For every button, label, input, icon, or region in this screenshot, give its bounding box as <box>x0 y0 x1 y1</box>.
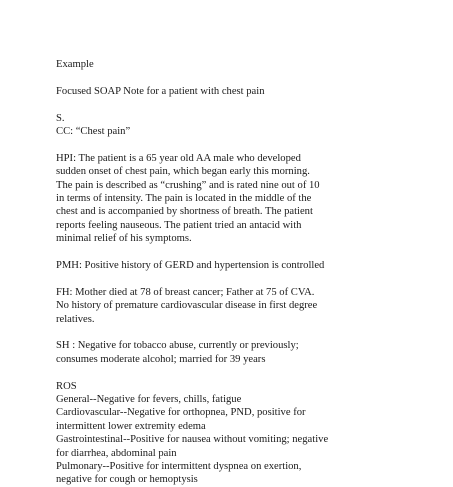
paragraph-pmh <box>56 259 416 272</box>
text-line: HPI: The patient is a 65 year old AA male who developed <box>56 152 301 164</box>
text-line: No history of premature cardiovascular disease in first degree <box>56 300 318 312</box>
text-line: sudden onset of chest pain, which began early this morning. <box>56 166 310 178</box>
paragraph-spacer <box>56 98 416 111</box>
paragraph-spacer <box>56 246 416 259</box>
text-line: chest and is accompanied by shortness of breath. The patient <box>56 206 313 218</box>
text-line: Pulmonary--Positive for intermittent dyspnea on exertion, <box>56 461 302 473</box>
paragraph-fh <box>56 286 416 326</box>
paragraph-hpi <box>56 152 416 246</box>
paragraph-ros <box>56 380 416 487</box>
text-line: reports feeling nauseous. The patient tried an antacid with <box>56 219 302 231</box>
soap-note-text <box>56 58 416 487</box>
paragraph-title <box>56 85 416 98</box>
paragraph-spacer <box>56 366 416 379</box>
text-line: for diarrhea, abdominal pain <box>56 447 177 459</box>
paragraph-spacer <box>56 71 416 84</box>
text-line: CC: “Chest pain” <box>56 126 131 137</box>
paragraph-spacer <box>56 138 416 151</box>
text-line: SH : Negative for tobacco abuse, currently or previously; <box>56 340 299 352</box>
text-line: PMH: Positive history of GERD and hypertension is controlled <box>56 260 325 272</box>
text-line: intermittent lower extremity edema <box>56 420 206 432</box>
text-line: relatives. <box>56 313 95 325</box>
text-line: in terms of intensity. The pain is located in the middle of the <box>56 193 312 205</box>
paragraph-cc <box>56 112 416 139</box>
text-line: General--Negative for fevers, chills, fatigue <box>56 394 242 406</box>
paragraph-spacer <box>56 326 416 339</box>
text-line: Gastrointestinal--Positive for nausea without vomiting; negative <box>56 434 329 446</box>
text-line: FH: Mother died at 78 of breast cancer; Father at 75 of CVA. <box>56 286 315 298</box>
text-line: Cardiovascular--Negative for orthopnea, PND, positive for <box>56 407 306 419</box>
text-line: Example <box>56 59 94 70</box>
text-line: consumes moderate alcohol; married for 39 years <box>56 353 266 365</box>
text-line: minimal relief of his symptoms. <box>56 233 192 245</box>
text-line: negative for cough or hemoptysis <box>56 474 198 486</box>
text-line: ROS <box>56 380 77 392</box>
text-line: The pain is described as “crushing” and is rated nine out of 10 <box>56 179 320 191</box>
paragraph-example <box>56 58 416 71</box>
text-line: Focused SOAP Note for a patient with chest pain <box>56 85 265 97</box>
paragraph-spacer <box>56 272 416 285</box>
text-line: S. <box>56 112 65 124</box>
paragraph-sh <box>56 339 416 366</box>
